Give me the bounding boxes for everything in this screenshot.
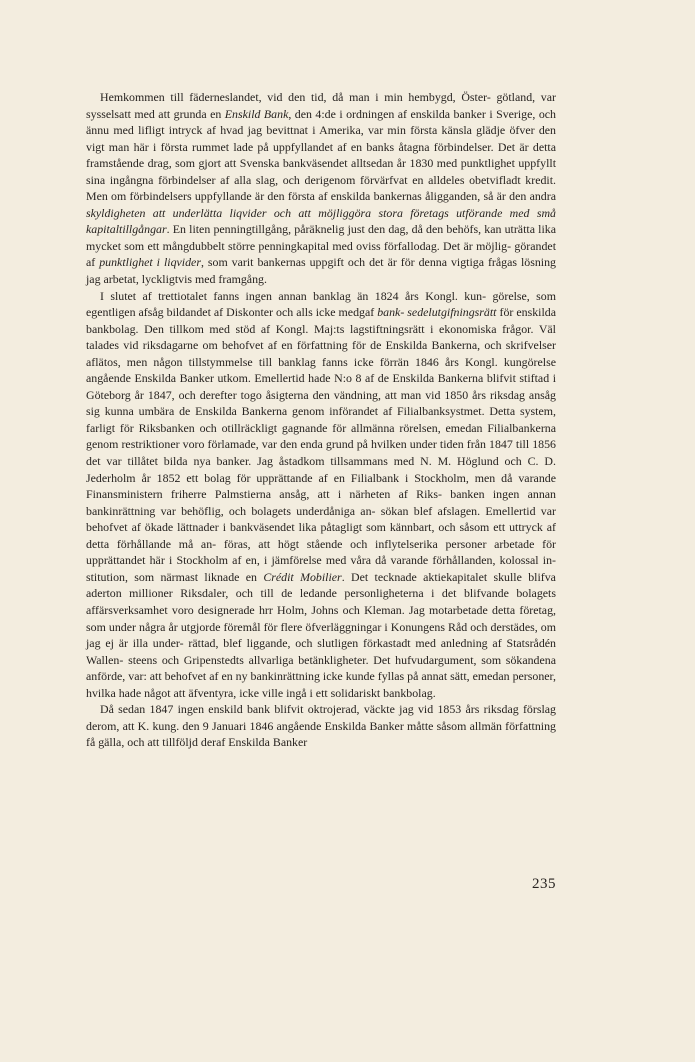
page-number: 235	[532, 876, 556, 892]
text-run: . En liten penningtillgång, påräknelig just den dag, då den behöfs, kan uträtta lika mycket som ett mångdubbelt större penningkapital med oviss förfallodag. Det är möjlig- görandet af	[86, 222, 556, 270]
italic-phrase: Enskild Bank	[224, 106, 289, 121]
paragraph-3	[86, 701, 556, 751]
text-run: I slutet af trettiotalet fanns ingen annan banklag än 1824 års Kongl. kun- görelse, som egentligen afsåg bildandet af Diskonter och alls icke medgaf	[86, 288, 556, 320]
text-run: Då sedan 1847 ingen enskild bank blifvit oktrojerad, väckte jag vid 1853 års riksdag förslag derom, att K. kung. den 9 Januari 1846 angående Enskilda Banker måtte såsom allmän författning få gälla, och att tillföljd deraf Enskilda Banker	[86, 702, 556, 750]
text-run: , den 4:de i ordningen af enskilda banker i Sverige, och ännu med lifligt intryck af hvad jag bevittnat i Amerika, var min första känsla glädje öfver den vigt man här i första rummet lade på uppfyllandet af en banks åtagna förbindelser. Det är detta framstående drag, som gjort att Svenska bankväsendet alltsedan år 1830 med punktlighet uppfyllt sina ingångna förbindelser af alla slag, och derigenom förvärfvat en alldeles obetvifladt kredit. Men om förbindelsers uppfyllande är den första af enskilda bankernas åligganden, så är den andra	[86, 106, 557, 204]
text-run: Hemkommen till fäderneslandet, vid den tid, då man i min hembygd, Öster- götland, var sysselsatt med att grunda en	[86, 90, 556, 121]
italic-phrase: punktlighet i liqvider	[99, 255, 201, 270]
paragraph-2	[86, 288, 556, 702]
text-run: . Det tecknade aktiekapitalet skulle blifva aderton millioner Riksdaler, och till de ledande personligheterna i det blifvande bolagets affärsverksamhet voro designerade hrr Holm, Johns och Kleman. Jag motarbetade detta företag, som under några år utgjorde föremål för flere öfverläggningar i Konungens Råd och derstädes, om jag ej är illa under- rättad, blef liggande, och slutligen förkastadt med anledning af Statsrådén Wallen- steens och Gripenstedts allvarliga betänkligheter. Det hufvudargument, som sökandena anförde, var: att behofvet af en ny bankinrättning icke kunde fyllas på annat sätt, emedan personer, hvilka hade något att äfventyra, icke ville ingå i ett solidariskt bankbolag.	[86, 569, 556, 700]
text-run: , som varit bankernas uppgift och det är för denna vigtiga frågas lösning jag arbetat, lyckligtvis med framgång.	[86, 255, 556, 287]
paragraph-1	[86, 89, 556, 288]
italic-phrase: Crédit Mobilier	[263, 569, 342, 584]
italic-phrase: bank- sedelutgifningsrätt	[377, 305, 497, 320]
body-text	[86, 89, 556, 751]
text-run: för enskilda bankbolag. Den tillkom med stöd af Kongl. Maj:ts lagstiftningsrätt i ekonomiska frågor. Väl talades vid riksdagarne om behofvet af en författning för de Enskilda Bankerna, och skrifvelser aflätos, men någon tillstymmelse till banklag fanns icke förrän 1846 års Kongl. kungörelse angående Enskilda Banker utkom. Emellertid hade N:o 8 af de Enskilda Bankerna blifvit stiftad i Göteborg år 1847, och derefter togo åsigterna den vändning, att man vid 1850 års riksdag ansåg sig kunna umbära de Enskilda Bankerna genom införandet af Filialbanksystmet. Detta system, farligt för Riksbanken och otillräckligt gagnande för allmänna rörelsen, emedan Filialbankerna genom restriktioner voro förlamade, var den enda grund på hvilken under tiden från 1847 till 1856 det var tillåtet bilda nya banker. Jag åstadkom tillsammans med N. M. Höglund och C. D. Jederholm år 1852 ett bolag för upprättande af en Filialbank i Stockholm, men då varande Finansministern friherre Palmstierna ansåg, att i närheten af Riks- banken ingen annan bankinrättning var behöflig, och bolagets underdåniga an- sökan blef afslagen. Emellertid var behofvet af ökade lättnader i bankväsendet lika påtagligt som kännbart, och såsom ett uttryck af detta förhållande må an- föras, att högt stående och inflytelserika personer arbetade för upprättandet här i Stockholm af en, i jämförelse med våra då varande förhållanden, kolossal in- stitution, som närmast liknade en	[86, 305, 556, 584]
italic-phrase: skyldigheten att underlätta liqvider och att möjliggöra stora företags utförande med små kapitaltillgångar	[86, 205, 556, 237]
